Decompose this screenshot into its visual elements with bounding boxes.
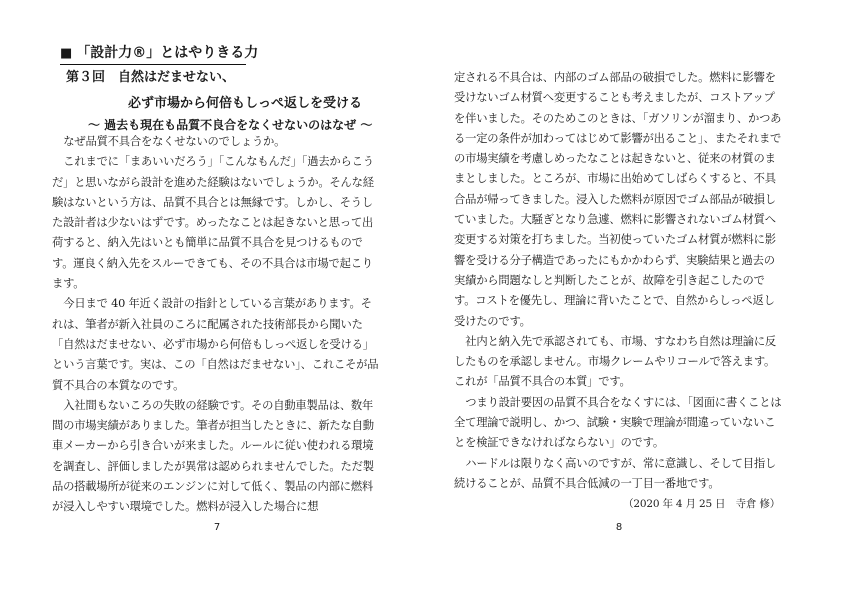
paragraph: 入社間もないころの失敗の経験です。その自動車製品は、数年間の市場実績がありました。筆者が担当したときに、新たな自動車メーカーから引き合いが来ました。ルールに従い使われる環境を調査し、評価しましたが異常は認められませんでした。ただ製品の搭載場所が従来のエンジンに対して低く、製品の内部に燃料が浸入しやすい環境でした。燃料が浸入した場合に想 bbox=[52, 398, 374, 514]
right-page bbox=[454, 0, 784, 595]
left-body-text bbox=[52, 132, 382, 518]
page-number: 7 bbox=[213, 522, 221, 533]
article-heading-1: 第３回 自然はだませない、 bbox=[66, 70, 236, 85]
paragraph: 定される不具合は、内部のゴム部品の破損でした。燃料に影響を受けないゴム材質へ変更することも考えましたが、コストアップを伴いました。そのためこのときは、「ガソリンが溜まり、かつある一定の条件が加わってはじめて影響が出ること」、またそれまでの市場実績を考慮しめったなことは起きないと、従来の材質のままとしました。ところが、市場に出始めてしばらくすると、不具合品が帰ってきました。浸入した燃料が原因でゴム部品が破損していました。大騒ぎとなり急遽、燃料に影響されないゴム材質へ変更する対策を打ちました。当初使っていたゴム材質が燃料に影響を受ける分子構造であったにもかかわらず、実験結果と過去の実績から問題なしと判断したことが、故障を引き起こしたのです。コストを優先し、理論に背いたことで、自然からしっぺ返し受けたのです。 bbox=[454, 71, 782, 328]
right-body-text bbox=[454, 68, 784, 515]
date-author: （2020 年 4 月 25 日 寺倉 修） bbox=[623, 498, 780, 511]
square-bullet-icon: ■ bbox=[60, 46, 73, 61]
page-number: 8 bbox=[615, 522, 623, 533]
paragraph: つまり設計要因の品質不具合をなくすには、「図面に書くことは全て理論で説明し、かつ、試験・実験で理論が間違っていないことを検証できなければならない」のです。 bbox=[454, 395, 782, 450]
paragraph: ハードルは限りなく高いのですが、常に意識し、そして目指し続けることが、品質不具合低減の一丁目一番地です。 bbox=[454, 456, 777, 490]
article-subheading: ～ 過去も現在も品質不良合をなくせないのはなぜ ～ bbox=[88, 118, 373, 132]
paragraph: 今日まで 40 年近く設計の指針としている言葉があります。それは、筆者が新入社員のころに配属された技術部長から聞いた「自然はだませない、必ず市場から何倍もしっぺ返しを受ける」という言葉です。実は、この「自然はだませない」、これこそが品質不具合の本質なのです。 bbox=[52, 297, 379, 392]
paragraph: 社内と納入先で承認されても、市場、すなわち自然は理論に反したものを承認しません。市場クレームやリコールで答えます。これが「品質不具合の本質」です。 bbox=[454, 334, 777, 389]
paragraph: なぜ品質不具合をなくせないのでしょうか。 bbox=[63, 135, 286, 148]
left-page bbox=[52, 0, 382, 595]
paragraph: これまでに「まあいいだろう」「こんなもんだ」「過去からこうだ」と思いながら設計を進めた経験はないでしょうか。そんな経験はないという方は、品質不具合とは無縁です。しかし、そうした設計者は少ないはずです。めったなことは起きないと思って出荷すると、納入先はいとも簡単に品質不具合を見つけるものです。運良く納入先をスルーできても、その不具合は市場で起こります。 bbox=[52, 155, 374, 291]
series-title: ■ 「設計力®」とはやりきる力 bbox=[60, 42, 246, 65]
article-heading-2: 必ず市場から何倍もしっぺ返しを受ける bbox=[128, 96, 363, 111]
